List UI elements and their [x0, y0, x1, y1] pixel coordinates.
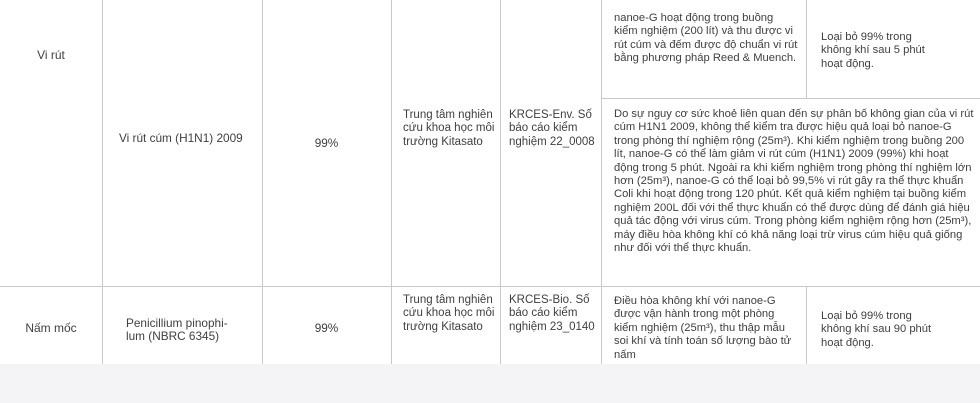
- note-cell: Do sự nguy cơ sức khoẻ liên quan đến sự phân bố không gian của vi rút cúm H1N1 2009, không thể kiểm tra được hiệu quả loại bỏ nanoe-G trong phòng thí nghiệm rộng (25m³). Khi kiểm nghiệm trong buồng 200 lít, nanoe-G có thể làm giảm vi rút cúm (H1N1) 2009 (99%) khi hoạt động trong 5 phút. Ngoài ra khi kiểm nghiệm trong phòng thí nghiệm lớn hơn (25m³), nanoe-G có thể loại bỏ 99,5% vi rút gây ra thể thực khuẩn Coli khi hoạt động trong 120 phút. Kết quả kiểm nghiệm tại buồng kiểm nghiệm 200L đối với thể thực khuẩn có thể được dùng để đánh giá hiệu quả tác động với virus cúm. Trong phòng kiểm nghiệm rộng hơn (25m³), máy điều hòa không khí có khả năng loại trừ virus cúm hiệu quả giống như đối với thể thực khuẩn.: [614, 108, 974, 255]
- divider-horizontal: [601, 98, 980, 99]
- divider-vertical: [391, 0, 392, 364]
- result-cell: Loại bỏ 99% trong không khí sau 90 phút hoạt động.: [821, 310, 932, 349]
- organism-cell: Penicillium pinophi-lum (NBRC 6345): [126, 316, 228, 344]
- divider-horizontal: [0, 286, 980, 287]
- method-cell: Điều hòa không khí với nanoe-G được vận hành trong một phòng kiểm nghiệm (25m³), thu thập mẫu soi khí và tính toán số lượng bào tử nấm: [614, 295, 792, 361]
- institution-cell: Trung tâm nghiên cứu khoa học môi trường Kitasato: [403, 294, 495, 333]
- divider-vertical: [262, 0, 263, 364]
- category-cell: Vi rút: [37, 48, 65, 62]
- divider-vertical: [806, 287, 807, 364]
- reduction-cell: 99%: [314, 136, 339, 150]
- divider-vertical: [102, 0, 103, 364]
- report-cell: KRCES-Env. Số báo cáo kiểm nghiệm 22_0008: [509, 109, 595, 148]
- category-cell: Nấm mốc: [25, 321, 77, 335]
- method-cell: nanoe-G hoạt động trong buồng kiểm nghiệm (200 lít) và thu được vi rút cúm và đếm được độ chuẩn vi rút bằng phương pháp Reed & Muench.: [614, 12, 798, 65]
- divider-vertical: [806, 0, 807, 99]
- institution-cell: Trung tâm nghiên cứu khoa học môi trường Kitasato: [403, 109, 495, 148]
- result-cell: Loại bỏ 99% trong không khí sau 5 phút hoạt động.: [821, 31, 925, 70]
- report-cell: KRCES-Bio. Số báo cáo kiểm nghiệm 23_0140: [509, 294, 595, 333]
- divider-vertical: [500, 0, 501, 364]
- reduction-cell: 99%: [314, 321, 339, 335]
- divider-vertical: [601, 0, 602, 364]
- organism-cell: Vi rút cúm (H1N1) 2009: [119, 131, 243, 145]
